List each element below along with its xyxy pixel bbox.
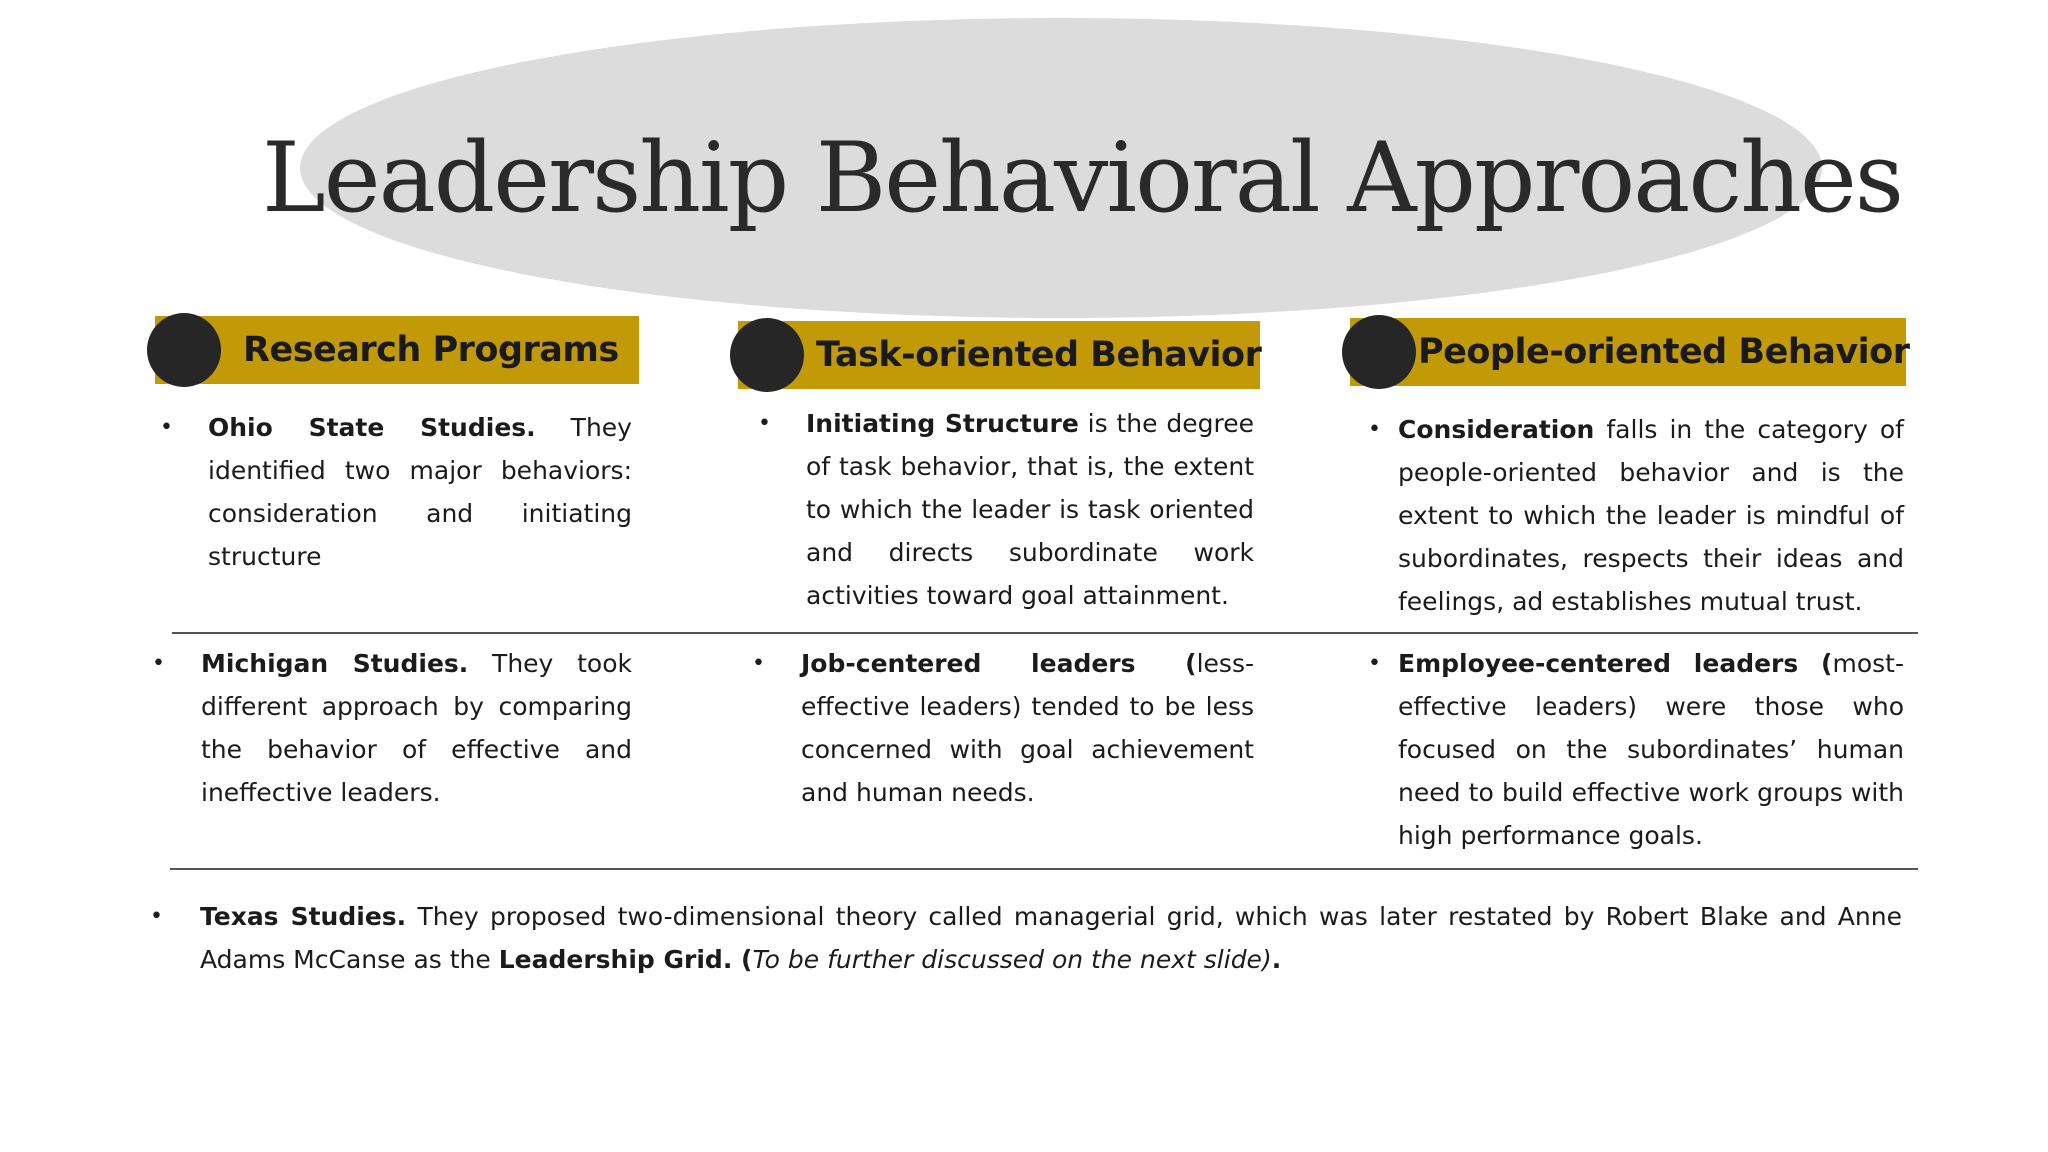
bullet-bold: Texas Studies. — [200, 902, 407, 931]
bullet-bold: Michigan Studies. — [201, 649, 469, 678]
employee-centered-leaders-bullet — [1398, 642, 1904, 857]
michigan-studies-bullet — [201, 642, 632, 814]
header-circle-icon — [730, 318, 804, 392]
bullet-marker: • — [1368, 417, 1381, 442]
bullet-marker: • — [752, 651, 765, 676]
bullet-text: is the degree of task behavior, that is, the extent to which the leader is task oriented and directs subordinate work activities toward goal attainment. — [806, 409, 1254, 610]
bullet-marker: • — [758, 411, 771, 436]
bullet-text: less-effective leaders) tended to be less concerned with goal achievement and human needs. — [801, 649, 1254, 807]
header-label: People-oriented Behavior — [1418, 332, 1910, 372]
divider-line — [170, 868, 1918, 870]
bullet-bold: Initiating Structure — [806, 409, 1079, 438]
header-people-oriented-behavior — [1350, 318, 1910, 386]
texas-studies-bullet — [200, 895, 1902, 981]
header-label: Task-oriented Behavior — [816, 335, 1262, 375]
initiating-structure-bullet — [806, 402, 1254, 617]
leadership-grid-bold: Leadership Grid. ( — [498, 945, 753, 974]
header-circle-icon — [147, 313, 221, 387]
next-slide-note: To be further discussed on the next slide) — [752, 945, 1272, 974]
header-research-programs — [155, 316, 639, 384]
bullet-marker: • — [160, 415, 173, 440]
bullet-text: They proposed two-dimensional theory called managerial grid, which was later restated by Robert Blake and Anne Adams McCanse as the — [200, 902, 1902, 974]
bullet-marker: • — [152, 651, 165, 676]
slide-title: Leadership Behavioral Approaches — [262, 122, 1903, 234]
bullet-bold: Job-centered leaders ( — [801, 649, 1197, 678]
bullet-bold: Employee-centered leaders ( — [1398, 649, 1833, 678]
header-label: Research Programs — [243, 330, 619, 370]
bullet-text: They identified two major behaviors: consideration and initiating structure — [208, 413, 632, 571]
bullet-marker: • — [150, 904, 163, 929]
header-task-oriented-behavior — [738, 321, 1260, 389]
header-circle-icon — [1342, 315, 1416, 389]
job-centered-leaders-bullet — [801, 642, 1254, 814]
consideration-bullet — [1398, 408, 1904, 623]
bullet-text: most-effective leaders) were those who focused on the subordinates’ human need to build effective work groups with high performance goals. — [1398, 649, 1904, 850]
bullet-text: falls in the category of people-oriented behavior and is the extent to which the leader is mindful of subordinates, respects their ideas and feelings, ad establishes mutual trust. — [1398, 415, 1904, 616]
bullet-end-period: . — [1271, 945, 1282, 974]
ohio-state-studies-bullet — [208, 406, 632, 578]
bullet-text: They took different approach by comparing the behavior of effective and ineffective leaders. — [201, 649, 632, 807]
divider-line — [172, 632, 1918, 634]
bullet-marker: • — [1368, 651, 1381, 676]
bullet-bold: Ohio State Studies. — [208, 413, 536, 442]
bullet-bold: Consideration — [1398, 415, 1595, 444]
